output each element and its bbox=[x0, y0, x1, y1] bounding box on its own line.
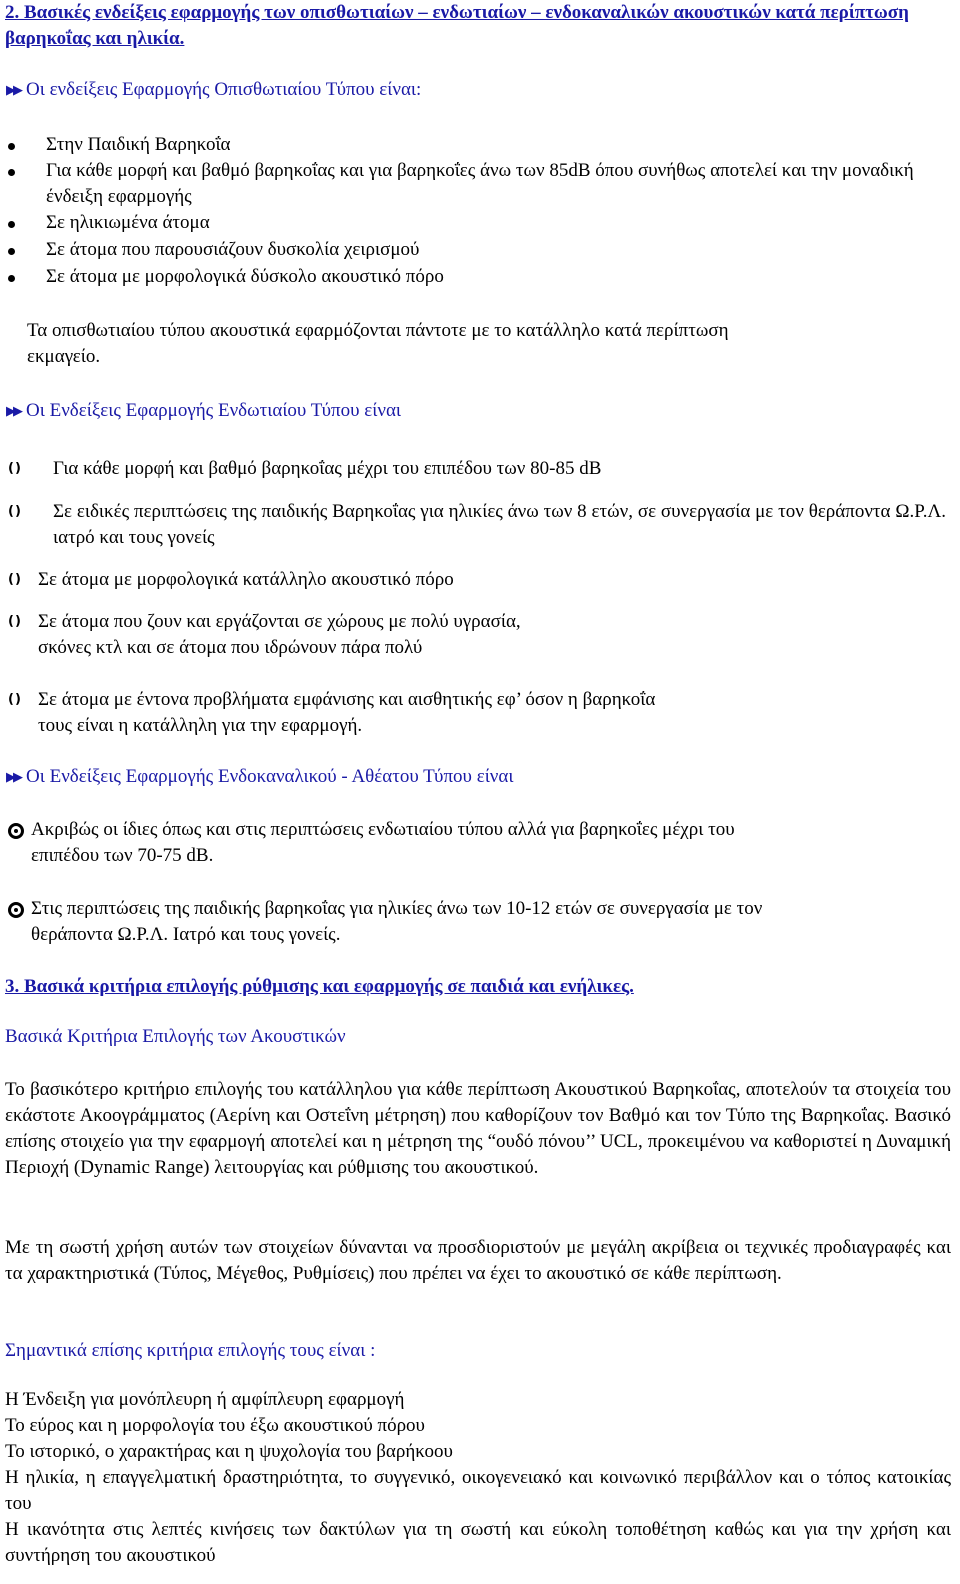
bte-item-3: Σε ηλικιωμένα άτομα bbox=[46, 212, 210, 233]
bte-item-5: Σε άτομα με μορφολογικά δύσκολο ακουστικό πόρο bbox=[46, 266, 444, 287]
double-triangle-icon: ▶▶ bbox=[6, 770, 20, 785]
bte-item-1: Στην Παιδική Βαρηκοΐα bbox=[46, 134, 231, 155]
dot-icon bbox=[8, 248, 15, 255]
cic-item-1: Ακριβώς οι ίδιες όπως και στις περιπτώσεις ενδωτιαίου τύπου αλλά για βαρηκοΐες μέχρι του bbox=[31, 819, 735, 840]
bte-note: Τα οπισθωτιαίου τύπου ακουστικά εφαρμόζονται πάντοτε με το κατάλληλο κατά περίπτωση εκμαγείο. bbox=[27, 320, 729, 367]
ite-item-4-cont: σκόνες κτλ και σε άτομα που ιδρώνουν πάρα πολύ bbox=[38, 637, 423, 658]
dot-icon bbox=[8, 169, 15, 176]
paren-icon: () bbox=[8, 461, 22, 476]
criteria-item: Η ικανότητα στις λεπτές κινήσεις των δακτύλων για τη σωστή και εύκολη τοποθέτηση καθώς και για την χρήση και συντήρηση του ακουστικού bbox=[5, 1519, 951, 1566]
ite-item-4: Σε άτομα που ζουν και εργάζονται σε χώρους με πολύ υγρασία, bbox=[38, 611, 521, 632]
ite-item-3: Σε άτομα με μορφολογικά κατάλληλο ακουστικό πόρο bbox=[38, 569, 454, 590]
double-triangle-icon: ▶▶ bbox=[6, 404, 20, 419]
section-3-title: 3. Βασικά κριτήρια επιλογής ρύθμισης και εφαρμογής σε παιδιά και ενήλικες. bbox=[5, 976, 634, 997]
section-3-subheading: Βασικά Κριτήρια Επιλογής των Ακουστικών bbox=[5, 1026, 346, 1047]
paragraph-2: Με τη σωστή χρήση αυτών των στοιχείων δύνανται να προσδιοριστούν με μεγάλη ακρίβεια οι τεχνικές προδιαγραφές και τα χαρακτηριστικά (Τύπος, Μέγεθος, Ρυθμίσεις) που πρέπει να έχει το ακουστικό σε κάθε περίπτωση. bbox=[5, 1237, 951, 1284]
ring-icon bbox=[8, 823, 24, 839]
paragraph-1: Το βασικότερο κριτήριο επιλογής του κατάλληλου για κάθε περίπτωση Ακουστικού Βαρηκοΐας, αποτελούν τα στοιχεία του εκάστοτε Ακοογράμματος (Αερίνη και Οστεΐνη μέτρηση) που καθορίζουν τον Βαθμό και τον Τύπο της Βαρηκοΐας. Βασικό επίσης στοιχείο για την εφαρμογή αποτελεί και η μέτρηση της “ουδό πόνου’’ UCL, προκειμένου να καθοριστεί η Δυναμική Περιοχή (Dynamic Range) λειτουργίας και ρύθμισης του ακουστικού. bbox=[5, 1079, 951, 1178]
section-2-title: 2. Βασικές ενδείξεις εφαρμογής των οπισθωτιαίων – ενδωτιαίων – ενδοκαναλικών ακουστικών κατά περίπτωση βαρηκοΐας και ηλικία. bbox=[5, 2, 909, 49]
dot-icon bbox=[8, 221, 15, 228]
paren-icon: () bbox=[8, 614, 22, 629]
bte-item-4: Σε άτομα που παρουσιάζουν δυσκολία χειρισμού bbox=[46, 239, 420, 260]
ite-heading: Οι Ενδείξεις Εφαρμογής Ενδωτιαίου Τύπου είναι bbox=[26, 400, 402, 421]
ite-item-5: Σε άτομα με έντονα προβλήματα εμφάνισης και αισθητικής εφ’ όσον η βαρηκοΐα bbox=[38, 689, 656, 710]
ite-item-1: Για κάθε μορφή και βαθμό βαρηκοΐας μέχρι του επιπέδου των 80-85 dB bbox=[53, 458, 602, 479]
criteria-item: Το εύρος και η μορφολογία του έξω ακουστικού πόρου bbox=[5, 1415, 425, 1436]
dot-icon bbox=[8, 275, 15, 282]
paren-icon: () bbox=[8, 572, 22, 587]
paren-icon: () bbox=[8, 504, 22, 519]
bte-item-2: Για κάθε μορφή και βαθμό βαρηκοΐας και για βαρηκοΐες άνω των 85dB όπου συνήθως αποτελεί και την μοναδική ένδειξη εφαρμογής bbox=[46, 160, 914, 207]
bte-heading: Οι ενδείξεις Εφαρμογής Οπισθωτιαίου Τύπου είναι: bbox=[26, 79, 422, 100]
criteria-list bbox=[5, 1387, 951, 1569]
paren-icon: () bbox=[8, 692, 22, 707]
criteria-item: Η ηλικία, η επαγγελματική δραστηριότητα, το συγγενικό, οικογενειακό και κοινωνικό περιβάλλον και ο τόπος κατοικίας του bbox=[5, 1467, 951, 1514]
dot-icon bbox=[8, 143, 15, 150]
important-criteria-heading: Σημαντικά επίσης κριτήρια επιλογής τους είναι : bbox=[5, 1340, 376, 1361]
cic-item-1-cont: επιπέδου των 70-75 dB. bbox=[31, 845, 214, 866]
double-triangle-icon: ▶▶ bbox=[6, 83, 20, 98]
criteria-item: Το ιστορικό, ο χαρακτήρας και η ψυχολογία του βαρήκοου bbox=[5, 1441, 453, 1462]
cic-item-2: Στις περιπτώσεις της παιδικής βαρηκοΐας για ηλικίες άνω των 10-12 ετών σε συνεργασία με τον bbox=[31, 898, 763, 919]
ite-item-5-cont: τους είναι η κατάλληλη για την εφαρμογή. bbox=[38, 715, 363, 736]
ite-item-2: Σε ειδικές περιπτώσεις της παιδικής Βαρηκοΐας για ηλικίες άνω των 8 ετών, σε συνεργασία με τον θεράποντα Ω.Ρ.Λ. ιατρό και τους γονείς bbox=[53, 501, 946, 548]
cic-heading: Οι Ενδείξεις Εφαρμογής Ενδοκαναλικού - Αθέατου Τύπου είναι bbox=[26, 766, 514, 787]
cic-item-2-cont: θεράποντα Ω.Ρ.Λ. Ιατρό και τους γονείς. bbox=[31, 924, 341, 945]
criteria-item: Η Ένδειξη για μονόπλευρη ή αμφίπλευρη εφαρμογή bbox=[5, 1389, 405, 1410]
ring-icon bbox=[8, 902, 24, 918]
